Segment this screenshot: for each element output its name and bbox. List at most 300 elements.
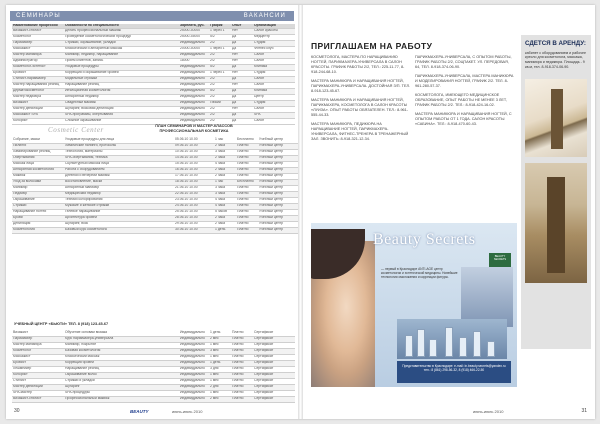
table-cell: Стилист — [12, 378, 64, 384]
table-cell: 5 часов — [214, 209, 236, 215]
vacancies-table — [12, 24, 295, 125]
table-cell: 2/2 — [209, 76, 231, 82]
table-cell: Индивидуально — [179, 342, 209, 348]
job-ad: КОСМЕТОЛОГА, ИМЕЮЩЕГО МЕДИЦИНСКОЕ ОБРАЗОВАНИЕ, ОПЫТ РАБОТЫ НЕ МЕНЕЕ 3 ЛЕТ, ГРАФИК РАБОТЫ 2/2. ТЕЛ.: 8-918-424-16-02. — [415, 93, 507, 107]
table-cell: 05.06.10 10.00 — [174, 137, 214, 143]
table-row — [12, 227, 298, 233]
table-cell: Массажист — [12, 354, 64, 360]
table-cell: Да — [231, 40, 253, 46]
table-cell: Учебный центр — [258, 227, 298, 233]
table-cell: Да — [231, 88, 253, 94]
table-cell: Нет — [231, 82, 253, 88]
table-cell: Платно — [236, 203, 258, 209]
table-cell: Клиника — [253, 64, 295, 70]
table-cell: 2 мес — [209, 396, 231, 402]
table-cell: Платно — [231, 348, 253, 354]
table-cell: Индивидуально — [179, 366, 209, 372]
courses-table — [12, 330, 295, 403]
table-cell: Сертификат — [253, 336, 295, 342]
table-cell: Сертификат — [253, 396, 295, 402]
table-cell: Платно — [231, 366, 253, 372]
table-cell: 15.06.10 10.00 — [174, 161, 214, 167]
table-cell: 1 мес — [209, 378, 231, 384]
table-cell: Аппаратный педикюр — [64, 94, 179, 100]
brand-footer: BEAUTY — [130, 409, 149, 414]
table-cell: Массажист SPA — [12, 112, 64, 118]
table-cell: Визажист-стилист — [12, 396, 64, 402]
table-cell: Стрижки и укладки — [64, 378, 179, 384]
table-cell: 2 часа — [214, 143, 236, 149]
page-number-right: 31 — [581, 408, 587, 414]
table-cell: Маникюр — [12, 185, 64, 191]
table-cell: Сертификат — [253, 372, 295, 378]
seminars-table — [12, 137, 298, 234]
table-cell: Салон — [253, 106, 295, 112]
table-cell: 1 мес — [209, 372, 231, 378]
table-cell: Шугаринг — [64, 384, 179, 390]
right-page — [303, 5, 595, 419]
table-cell: 25000-30000 — [179, 28, 209, 34]
table-cell: Сертификат — [253, 390, 295, 396]
table-cell: Платно — [231, 354, 253, 360]
table-cell: Индивидуально — [179, 384, 209, 390]
table-cell: Платно — [236, 227, 258, 233]
table-cell: Да — [231, 94, 253, 100]
table-cell: Базовый курс косметолога — [64, 227, 174, 233]
section-band — [10, 11, 294, 21]
table-cell: 2 часа — [214, 221, 236, 227]
table-cell: Колорист — [12, 372, 64, 378]
table-cell: 5/2 — [209, 34, 231, 40]
table-cell: Платно — [236, 155, 258, 161]
table-cell: Наращивание ногтей — [12, 209, 64, 215]
table-cell: Профессиональный макияж — [64, 396, 179, 402]
table-cell: 1 день — [209, 360, 231, 366]
table-cell: Платно — [231, 342, 253, 348]
table-cell: Макияж — [12, 173, 64, 179]
table-cell: 20000-30000 — [179, 46, 209, 52]
table-cell: 2 часа — [214, 173, 236, 179]
table-cell: Учебный центр — [258, 137, 298, 143]
table-cell: 24.06.10 10.00 — [174, 203, 214, 209]
table-cell: 1 через 1 — [209, 28, 231, 34]
table-cell: Стилист-парикмахер — [12, 76, 64, 82]
table-cell: Сертификат — [253, 366, 295, 372]
table-cell: Сертификат — [253, 378, 295, 384]
table-cell: Свадебный макияж — [64, 100, 179, 106]
table-cell: Косметолог-эстетист — [12, 64, 64, 70]
table-cell: Учебный центр — [258, 221, 298, 227]
job-ads-column-1 — [311, 55, 411, 146]
training-center-heading: УЧЕБНЫЙ ЦЕНТР «БЬЮТИ» ТЕЛ. 8 (918) 123-45-67 — [14, 322, 109, 326]
table-cell: Прием клиентов, запись — [64, 58, 179, 64]
table-header-cell: Зарплата, руб. — [179, 24, 209, 28]
table-cell: Нет — [231, 106, 253, 112]
table-cell: Платно — [231, 336, 253, 342]
table-header-cell: Обязанности по специальности — [64, 24, 179, 28]
table-cell: 18.06.10 10.00 — [174, 179, 214, 185]
table-cell: 17.06.10 10.00 — [174, 173, 214, 179]
table-cell: Платно — [231, 372, 253, 378]
table-cell: 3 часа — [214, 185, 236, 191]
table-cell: Стрижки — [12, 203, 64, 209]
table-cell: Салон — [253, 58, 295, 64]
job-ad: ПАРИКМАХЕРА-УНИВЕРСАЛА, МАСТЕРА МАНИКЮРА И МОДЕЛИРОВАНИЯ НОГТЕЙ, ГРАФИК 2/2. ТЕЛ. 8-961-280-57-37. — [415, 74, 514, 88]
table-cell: Индивидуально — [179, 100, 209, 106]
table-cell: 25000-35000 — [179, 34, 209, 40]
table-cell: Нет — [231, 52, 253, 58]
table-cell: Индивидуально — [179, 118, 209, 124]
table-cell: Нет — [231, 70, 253, 76]
table-cell: Бесплатно — [236, 179, 258, 185]
table-cell: Массажист — [12, 46, 64, 52]
table-cell: Платно — [231, 360, 253, 366]
table-cell: 25.06.10 10.00 — [174, 209, 214, 215]
table-cell: Бровист — [12, 360, 64, 366]
table-cell: Администратор — [12, 58, 64, 64]
table-cell: Платно — [236, 161, 258, 167]
table-cell: Платно — [231, 378, 253, 384]
table-cell: 2/2 — [209, 52, 231, 58]
table-cell: Визажист — [12, 330, 64, 336]
table-cell: Платно — [231, 384, 253, 390]
table-cell: Курс парикмахера-универсала — [64, 336, 179, 342]
section-title-vacancies: ВАКАНСИИ — [243, 13, 286, 19]
table-cell: 2/2 — [209, 40, 231, 46]
table-cell: Сертификат — [253, 384, 295, 390]
rent-title: СДЕТСЯ В АРЕНДУ: — [525, 40, 586, 47]
table-cell: Сертификат — [253, 348, 295, 354]
table-cell: Платно — [236, 149, 258, 155]
table-cell: Ламинирование ресниц — [12, 149, 64, 155]
table-cell: 2 часа — [214, 167, 236, 173]
table-cell: Индивидуально — [179, 76, 209, 82]
table-cell: Центр — [253, 94, 295, 100]
table-cell: 16.06.10 10.00 — [174, 167, 214, 173]
table-cell: Коррекция бровей — [64, 360, 179, 366]
table-cell: Массаж лица — [12, 161, 64, 167]
table-cell: 10.06.10 10.00 — [174, 149, 214, 155]
ad-blurb: — первый в Краснодаре ANTI-AGE центр косметологии и эстетической медицины. Новейшие технологии омоложения и коррекции фигуры. — [381, 267, 458, 280]
table-cell: Уход за волосами — [12, 179, 64, 185]
table-cell: Платно — [236, 197, 258, 203]
seminars-heading — [104, 124, 284, 133]
table-cell: 3 дня — [209, 366, 231, 372]
table-cell: Индивидуально — [179, 396, 209, 402]
table-cell: Коррекция и окрашивание бровей — [64, 70, 179, 76]
table-cell: Мужские и женские стрижки — [64, 203, 174, 209]
table-cell: Окрашивание — [12, 197, 64, 203]
table-cell: Индивидуально — [179, 70, 209, 76]
table-cell: Наращивание ресниц — [64, 82, 179, 88]
table-cell: Бесплатно — [236, 137, 258, 143]
table-cell: 1 мес — [209, 354, 231, 360]
table-cell: SPA — [253, 112, 295, 118]
table-cell: Индивидуально — [179, 40, 209, 46]
table-cell: Платно — [236, 215, 258, 221]
table-cell: Архитектура бровей — [64, 215, 174, 221]
table-cell: Маникюр, покрытие — [64, 342, 179, 348]
table-cell: Технология, материалы — [64, 149, 174, 155]
table-cell: Да — [231, 112, 253, 118]
job-ad: МАСТЕРА МАНИКЮРА И НАРАЩИВАНИЯ НОГТЕЙ, ПАРИКМАХЕРА-УНИВЕРСАЛА. ДОСТОЙНАЯ З/П. ТЕЛ. 8-918-123-45-67. — [311, 79, 411, 93]
table-cell: 2/2 — [209, 118, 231, 124]
table-cell: Индивидуально — [179, 372, 209, 378]
table-cell: Индивидуально — [179, 348, 209, 354]
ad-contact-box: Представительство в Краснодаре: e-mail: in.beauty.secrets@yandex.ru тел.: 8 (861) 298-56-32, 8 (918) 466-22-50 — [397, 361, 511, 383]
table-cell: 09.06.10 10.00 — [174, 143, 214, 149]
table-cell: 3 часа — [214, 191, 236, 197]
products-image — [397, 319, 507, 359]
table-cell: Индивидуально — [179, 64, 209, 70]
table-cell: Сертификат — [253, 360, 295, 366]
table-cell: Восстановление, маски — [64, 179, 174, 185]
table-cell: Скульптурный массаж лица — [64, 161, 174, 167]
table-cell: Шугаринг, восковая депиляция — [64, 106, 179, 112]
table-cell: 18000 — [179, 58, 209, 64]
table-cell: Учебный центр — [258, 191, 298, 197]
table-cell: 1 час — [214, 179, 236, 185]
table-cell: Классический и аппаратный массаж — [64, 46, 179, 52]
job-ad: ПАРИКМАХЕРА-УНИВЕРСАЛА, С ОПЫТОМ РАБОТЫ, ГРАФИК РАБОТЫ 2/2, СОЦПАКЕТ. УЛ. ПЕРЕДОВАЯ, 64, ТЕЛ. 8-918-374-06-90. — [415, 55, 512, 69]
table-cell: Маникюр, педикюр, наращивание — [64, 52, 179, 58]
table-cell: 1 час — [214, 137, 236, 143]
table-cell: Бровист — [12, 70, 64, 76]
table-cell: Стрижки, окрашивание, укладки — [64, 40, 179, 46]
table-cell: Индивидуально — [179, 94, 209, 100]
table-cell: Нет — [231, 28, 253, 34]
table-cell: Модельные стрижки — [64, 76, 179, 82]
table-cell: Учебный центр — [258, 161, 298, 167]
table-cell: Платно — [236, 167, 258, 173]
issue-date-right: июнь-июль 2010 — [473, 409, 504, 414]
beauty-secrets-logo: BEAUTY SECRETS — [489, 253, 511, 267]
table-cell: 2 дня — [209, 384, 231, 390]
table-cell: Визажист-стилист — [12, 28, 64, 34]
table-header-cell: Наименование профессии — [12, 24, 64, 28]
beauty-secrets-ad — [311, 223, 517, 387]
table-cell: Сертификат — [253, 342, 295, 348]
table-cell: Косметолог — [12, 34, 64, 40]
table-cell: Сложное окрашивание — [64, 118, 179, 124]
table-cell: 2/2 — [209, 82, 231, 88]
table-cell: Студия — [253, 70, 295, 76]
table-cell: Индивидуально — [179, 52, 209, 58]
table-cell: Мастер депиляции — [12, 384, 64, 390]
table-cell: Дневной и вечерний макияж — [64, 173, 174, 179]
table-cell: Индивидуально — [179, 354, 209, 360]
table-cell: Брови — [12, 215, 64, 221]
table-cell: Химические пилинги, протоколы — [64, 143, 174, 149]
table-cell: 4 часа — [214, 203, 236, 209]
table-cell: Да — [231, 100, 253, 106]
table-cell: Сертификат — [253, 330, 295, 336]
table-header-cell: Организация — [253, 24, 295, 28]
seminars-heading-line1: ПЛАН СЕМИНАРОВ И МАСТЕР-КЛАССОВ — [155, 124, 233, 128]
table-cell: SPA-процедуры — [64, 390, 179, 396]
table-cell: Мастер педикюра — [12, 94, 64, 100]
table-cell: Учебный центр — [258, 155, 298, 161]
table-cell: 23.06.10 10.00 — [174, 197, 214, 203]
table-cell: Индивидуально — [179, 330, 209, 336]
table-cell: Студия — [253, 40, 295, 46]
table-cell: 5/2 — [209, 88, 231, 94]
table-cell: 2/2 — [209, 58, 231, 64]
table-cell: 21.06.10 10.00 — [174, 185, 214, 191]
table-cell: Инъекционная косметология — [64, 88, 179, 94]
table-cell: Учебный центр — [258, 143, 298, 149]
table-cell: SPA-обертывания, техника — [64, 155, 174, 161]
table-cell: 1 мес — [209, 390, 231, 396]
spa-room-image — [461, 267, 513, 327]
table-cell: Индивидуально — [179, 378, 209, 384]
jobs-title: ПРИГЛАШАЕМ НА РАБОТУ — [311, 41, 433, 51]
table-cell: Работа с оборудованием — [64, 167, 174, 173]
table-cell: Мастер депиляции — [12, 106, 64, 112]
table-cell: Медицинский педикюр — [64, 191, 174, 197]
table-cell: Учебный центр — [258, 149, 298, 155]
table-cell: Платно — [236, 185, 258, 191]
table-cell: Классический массаж — [64, 354, 179, 360]
table-cell: Делать профессиональный макияж — [64, 28, 179, 34]
job-ad: КОСМЕТОЛОГА, МАСТЕРА ПО НАРАЩИВАНИЮ НОГТЕЙ, ПАРИКМАХЕРА-УНИВЕРСАЛА В САЛОН КРАСОТЫ. ГРАФИК РАБОТЫ 2/2, ТЕЛ.: 225-11-77, 8-918-244-68-10. — [311, 55, 405, 74]
table-cell: Аппаратная косметология — [12, 167, 64, 173]
table-cell: Салон — [253, 76, 295, 82]
table-cell: Индивидуально — [179, 82, 209, 88]
table-cell: 22.06.10 10.00 — [174, 191, 214, 197]
table-cell: 2/2 — [209, 112, 231, 118]
table-cell: Косметолог — [12, 348, 64, 354]
table-cell: Индивидуально — [179, 112, 209, 118]
table-cell: Учебный центр — [258, 167, 298, 173]
table-cell: Наращивание ресниц — [64, 366, 179, 372]
table-cell: Да — [231, 34, 253, 40]
table-cell: 2/2 — [209, 106, 231, 112]
table-cell: Обертывания — [12, 155, 64, 161]
page-number-left: 30 — [14, 408, 20, 414]
table-cell: Лешмейкер — [12, 366, 64, 372]
issue-date-left: июнь-июль 2010 — [172, 409, 203, 414]
table-cell: Учебный центр — [258, 215, 298, 221]
table-cell: Да — [231, 118, 253, 124]
table-cell: Салон — [253, 118, 295, 124]
magazine-spread — [6, 5, 595, 419]
table-cell: 3 часа — [214, 149, 236, 155]
table-cell: Клиника — [253, 88, 295, 94]
table-cell: Собрание, маски — [12, 137, 64, 143]
section-title-seminars: СЕМИНАРЫ — [16, 13, 61, 19]
table-cell: Платно — [236, 209, 258, 215]
table-cell: 14.06.10 10.00 — [174, 155, 214, 161]
table-cell: Индивидуально — [179, 336, 209, 342]
table-cell: Парикмахер — [12, 40, 64, 46]
table-cell: Платно — [236, 143, 258, 149]
table-cell: Платно — [236, 221, 258, 227]
table-cell: Платно — [231, 390, 253, 396]
table-cell: Техники колорирования — [64, 197, 174, 203]
table-cell: Платно — [236, 173, 258, 179]
ad-title: Beauty Secrets — [373, 231, 476, 248]
table-cell: Да — [231, 64, 253, 70]
table-cell: 2 часа — [214, 215, 236, 221]
table-cell: Окрашивание волос — [64, 372, 179, 378]
table-cell: Да — [231, 46, 253, 52]
table-cell: Учебный центр — [258, 203, 298, 209]
table-cell: Уходовые процедуры для лица — [64, 137, 174, 143]
table-cell: Да — [231, 76, 253, 82]
table-cell: 1 через 1 — [209, 70, 231, 76]
table-cell: Визажист — [12, 100, 64, 106]
table-cell: Платно — [231, 330, 253, 336]
table-cell: Обучение основам визажа — [64, 330, 179, 336]
table-cell: Гибкий — [209, 100, 231, 106]
rent-text: кабинет с оборудованием и рабочее кресло для косметолога, массажа, маникюра и педикюра. Площадь - 9 кв.м, тел. 8-918-374-06-90. — [525, 50, 586, 69]
table-cell: Пилинги — [12, 143, 64, 149]
table-cell: Депиляция — [12, 221, 64, 227]
table-cell: 3 мес — [209, 348, 231, 354]
table-cell: Учебный центр — [258, 179, 298, 185]
table-cell: 2 часа — [214, 155, 236, 161]
table-header-cell: Опыт — [231, 24, 253, 28]
table-cell: Учебный центр — [258, 173, 298, 179]
table-cell: Уходовые процедуры — [64, 64, 179, 70]
job-ad: МАСТЕРА МАНИКЮРА И НАРАЩИВАНИЯ НОГТЕЙ, С ОПЫТОМ РАБОТЫ ОТ 1 ГОДА. САЛОН КРАСОТЫ «САБИНА». ТЕЛ.: 8-918-470-60-43. — [415, 112, 512, 126]
table-header-cell: График — [209, 24, 231, 28]
table-cell: Гелевое наращивание — [64, 209, 174, 215]
table-cell: 2 мес — [209, 336, 231, 342]
job-ad: МАСТЕРА МАНИКЮРА И НАРАЩИВАНИЯ НОГТЕЙ, ПАРИКМАХЕРА, КОСМЕТОЛОГА В САЛОН КРАСОТЫ «ЛУИЗА». ОПЫТ РАБОТЫ ОБЯЗАТЕЛЕН. ТЕЛ.: 8-961-555-44-33. — [311, 98, 409, 117]
table-cell: SPA-программы, обертывания — [64, 112, 179, 118]
table-cell: SPA-мастер — [12, 390, 64, 396]
table-cell: Индивидуально — [179, 106, 209, 112]
table-cell: 1 день — [209, 330, 231, 336]
table-cell: Парикмахер — [12, 336, 64, 342]
table-cell: Проведение косметологических процедур — [64, 34, 179, 40]
table-cell: Шугаринг, воск — [64, 221, 174, 227]
table-cell: 4 часа — [214, 197, 236, 203]
table-cell: Педикюр — [12, 191, 64, 197]
table-cell: Салон — [253, 52, 295, 58]
table-cell: Учебный центр — [258, 185, 298, 191]
table-cell: 30.06.10 10.00 — [174, 227, 214, 233]
table-cell: Косметология — [12, 227, 64, 233]
table-cell: 5/2 — [209, 64, 231, 70]
table-cell: 4 часа — [214, 161, 236, 167]
table-cell: Медцентр — [253, 34, 295, 40]
table-cell: Мастер наращивания ресниц — [12, 82, 64, 88]
table-cell: Учебный центр — [258, 197, 298, 203]
table-cell: 1 через 1 — [209, 46, 231, 52]
table-cell: Платно — [231, 396, 253, 402]
table-cell: Индивидуально — [179, 360, 209, 366]
table-cell: Студия — [253, 100, 295, 106]
table-cell: 28.06.10 10.00 — [174, 215, 214, 221]
table-cell: Базовая косметология — [64, 348, 179, 354]
table-cell: 29.06.10 10.00 — [174, 221, 214, 227]
table-cell: Нет — [231, 58, 253, 64]
job-ads-column-2 — [415, 55, 515, 131]
table-cell: Колорист — [12, 118, 64, 124]
table-cell: Мастер маникюра — [12, 52, 64, 58]
table-cell: Индивидуально — [179, 88, 209, 94]
table-cell: 1 день — [214, 227, 236, 233]
job-ad: МАСТЕРА МАНИКЮРА, ПЕДИКЮРА НА НАРАЩИВАНИЕ НОГТЕЙ, ПАРИКМАХЕРА-УНИВЕРСАЛА, ФИТНЕС-ТРЕНЕРА В ТРЕНАЖЕРНЫЙ ЗАЛ. ЗВОНИТЬ: 8-918-321-12-34. — [311, 122, 409, 141]
table-cell: 2/2 — [209, 94, 231, 100]
rent-sidebar — [521, 35, 591, 349]
table-cell: Индивидуально — [179, 390, 209, 396]
table-cell: Салон — [253, 82, 295, 88]
table-cell: Сертификат — [253, 354, 295, 360]
